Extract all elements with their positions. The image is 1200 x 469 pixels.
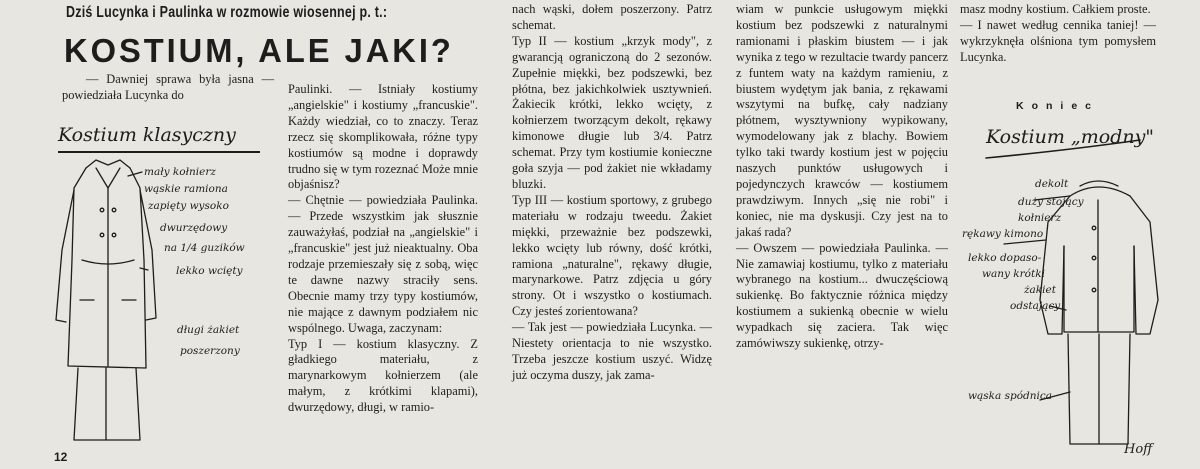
- classic-note-8: poszerzony: [180, 345, 240, 357]
- modny-title-underline: [986, 140, 1140, 158]
- article-kicker: Dziś Lucynka i Paulinka w rozmowie wiosennej p. t.:: [66, 4, 388, 21]
- modny-note-3: kołnierz: [1018, 212, 1061, 224]
- classic-jacket-drawing: [56, 160, 156, 440]
- modny-note-6: wany krótki: [982, 268, 1045, 280]
- figure-modny-title: Kostium „modny": [986, 126, 1155, 148]
- modny-note-7: żakiet: [1024, 284, 1056, 296]
- modny-note-9: wąska spódnica: [968, 390, 1053, 402]
- classic-note-4: dwurzędowy: [160, 222, 228, 234]
- modny-note-5: lekko dopaso-: [968, 252, 1042, 264]
- illustrator-signature: Hoff: [1124, 442, 1153, 457]
- article-headline: KOSTIUM, ALE JAKI?: [64, 32, 454, 69]
- modny-jacket-drawing: [1004, 181, 1158, 444]
- modny-note-2: duży stojący: [1018, 196, 1084, 208]
- classic-note-1: mały kołnierz: [144, 166, 216, 178]
- koniec-marker: Koniec: [1016, 100, 1100, 112]
- modny-note-8: odstający: [1010, 300, 1061, 312]
- classic-note-6: lekko wcięty: [176, 265, 243, 277]
- column-2: Paulinki. — Istniały kostiumy „angielskie" i kostiumy „francuskie". Każdy wiedział, co to znaczy. Teraz rzecz się skomplikowała, różne typy kostiumów są modne i doprawdy trudno się w tym rozeznać Może mnie objaśnisz? — Chętnie — powiedziała Paulinka. — Przede wszystkim jak słusznie zauważyłaś, podział na „angielskie" i „francuskie" jest już nieaktualny. Oba rodzaje przemieszały się z sobą, więc te dawne nazwy straciły sens. Obecnie mamy trzy typy kostiumów, nie mające z dawnym podziałem nic wspólnego. Uwaga, zaczynam: Typ I — kostium klasyczny. Z gładkiego materiału, z marynarkowym kołnierzem (ale małym, z krótkimi klapami), dwurzędowy, długi, w ramio-: [288, 82, 478, 415]
- modny-note-1: dekolt: [1035, 178, 1069, 190]
- column-3: nach wąski, dołem poszerzony. Patrz schemat. Typ II — kostium „krzyk mody", z gwarancją ograniczoną do 2 sezonów. Zupełnie miękki, bez podszewki, bez płótna, bez jakichkolwiek usztywnień. Żakiecik krótki, lekko wcięty, z kołnierzem tworzącym dekolt, rękawy kimonowe długie lub 3/4. Patrz schemat. Przy tym kostiumie konieczne goła szyja — pod żakiet nie wkładamy bluzki. Typ III — kostium sportowy, z grubego materiału w rodzaju tweedu. Żakiet miękki, przeważnie bez podszewki, lekko wcięty lub równy, dość krótki, ramiona „naturalne", rękawy długie, marynarkowe. Patrz zdjęcia u góry strony. Ot i wszystko o kostiumach. Czy jesteś zorientowana? — Tak jest — powiedziała Lucynka. — Niestety orientacja to nie wszystko. Trzeba jeszcze kostium uszyć. Widzę już oczyma duszy, jak zama-: [512, 2, 712, 382]
- column-1-intro: — Dawniej sprawa była jasna — powiedziała Lucynka do: [62, 72, 274, 102]
- classic-note-7: długi żakiet: [177, 324, 240, 336]
- modny-note-4: rękawy kimono: [962, 228, 1044, 240]
- figure-classic-title: Kostium klasyczny: [58, 124, 236, 146]
- column-5: masz modny kostium. Całkiem proste. — I nawet według cennika taniej! — wykrzyknęła olśniona tym pomysłem Lucynka.: [960, 2, 1156, 64]
- classic-note-3: zapięty wysoko: [148, 200, 229, 212]
- page-number: 12: [54, 450, 68, 464]
- classic-note-5: na 1/4 guzików: [164, 242, 245, 254]
- classic-note-2: wąskie ramiona: [144, 183, 228, 195]
- column-4: wiam w punkcie usługowym miękki kostium bez podszewki z naturalnymi ramionami i płaskim biustem — i jak wynika z tego w rezultacie twardy pancerz z funtem waty na każdym ramieniu, z biustem wydętym jak bania, z rękawami wszytymi na bufkę, cały nadziany płótnem, wysztywniony wypikowany, wymodelowany jak z blachy. Bowiem tylko taki twardy kostium jest w pojęciu naszych punktów usługowych i pojedynczych krawców — kostiumem prawdziwym. Innych „się nie robi" i koniec, nie ma dyskusji. Czy jest na to jakaś rada? — Owszem — powiedziała Paulinka. — Nie zamawiaj kostiumu, tylko z materiału wybranego na kostium... dwuczęściową sukienkę. Bo faktycznie różnica między kostiumem a sukienką obecnie w wielu wypadkach się zaciera. Tak więc zamówiwszy sukienkę, otrzy-: [736, 2, 948, 351]
